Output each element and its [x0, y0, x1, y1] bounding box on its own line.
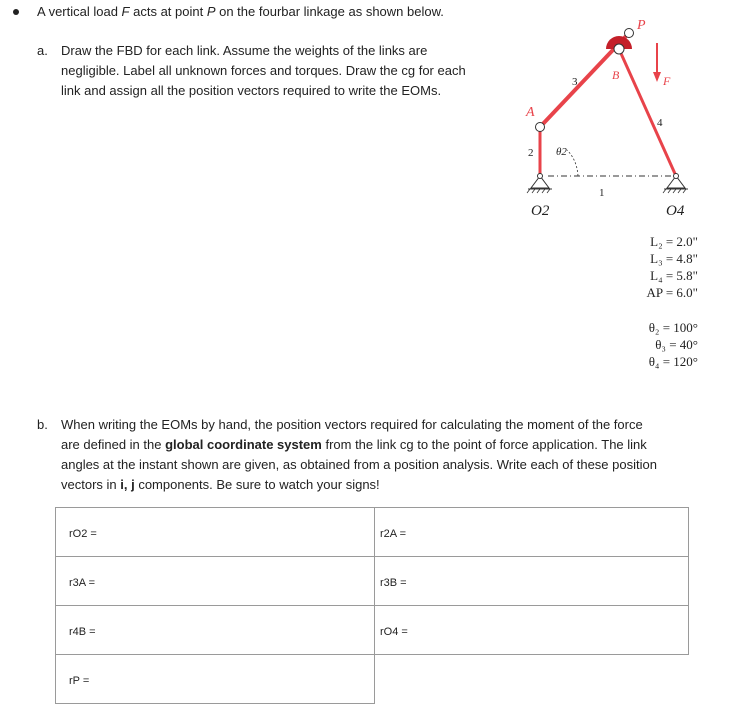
given-L4: L₄ = 5.8"	[650, 268, 698, 283]
part-a-label: a.	[37, 43, 48, 58]
answer-cell-r3B[interactable]: r3B =	[375, 557, 689, 606]
part-b-label: b.	[37, 417, 48, 432]
label-link-3: 3	[572, 76, 578, 88]
pin-B	[614, 44, 624, 54]
given-AP: AP = 6.0"	[646, 285, 698, 300]
link-4	[619, 49, 676, 176]
point-P	[625, 29, 634, 38]
label-O2: O2	[531, 203, 550, 219]
table-row	[56, 606, 689, 655]
label-A: A	[526, 105, 535, 120]
label-F: F	[663, 74, 671, 88]
fourbar-linkage-figure	[500, 0, 749, 230]
bullet-icon	[13, 9, 19, 15]
given-angles	[600, 319, 698, 370]
intro-text: A vertical load F acts at point P on the fourbar linkage as shown below.	[37, 4, 444, 19]
given-L3: L₃ = 4.8"	[650, 251, 698, 266]
given-theta2: θ₂ = 100°	[648, 320, 698, 335]
label-O4: O4	[666, 203, 685, 219]
empty-cell	[375, 655, 689, 704]
label-B: B	[612, 68, 620, 82]
answer-cell-rP[interactable]: rP =	[56, 655, 375, 704]
given-L2: L₂ = 2.0"	[650, 234, 698, 249]
answer-cell-r2A[interactable]: r2A =	[375, 508, 689, 557]
answer-cell-rO4[interactable]: rO4 =	[375, 606, 689, 655]
given-theta3: θ₃ = 40°	[655, 337, 698, 352]
force-arrow-head	[653, 72, 661, 82]
answer-table	[55, 507, 689, 704]
part-a-text: Draw the FBD for each link. Assume the weights of the links are negligible. Label all unknown forces and torques. Draw the cg for each link and assign all the position vectors required to write the EOMs.	[61, 43, 466, 98]
answer-cell-r3A[interactable]: r3A =	[56, 557, 375, 606]
label-link-1: 1	[599, 187, 605, 199]
theta2-arc	[567, 150, 578, 176]
answer-cell-rO2[interactable]: rO2 =	[56, 508, 375, 557]
pin-A	[536, 123, 545, 132]
answer-cell-r4B[interactable]: r4B =	[56, 606, 375, 655]
table-row	[56, 655, 689, 704]
part-b-text: When writing the EOMs by hand, the position vectors required for calculating the moment of the force are defined in the global coordinate system from the link cg to the point of force application. The link angles at the instant shown are given, as obtained from a position analysis. Write each of these position vectors in i, j components. Be sure to watch your signs!	[61, 417, 657, 492]
table-row	[56, 557, 689, 606]
given-theta4: θ₄ = 120°	[648, 354, 698, 369]
label-link-2: 2	[528, 147, 534, 159]
label-P: P	[637, 18, 646, 33]
label-theta2: θ2	[556, 146, 567, 158]
label-link-4: 4	[657, 117, 663, 129]
given-lengths	[600, 233, 698, 301]
table-row	[56, 508, 689, 557]
